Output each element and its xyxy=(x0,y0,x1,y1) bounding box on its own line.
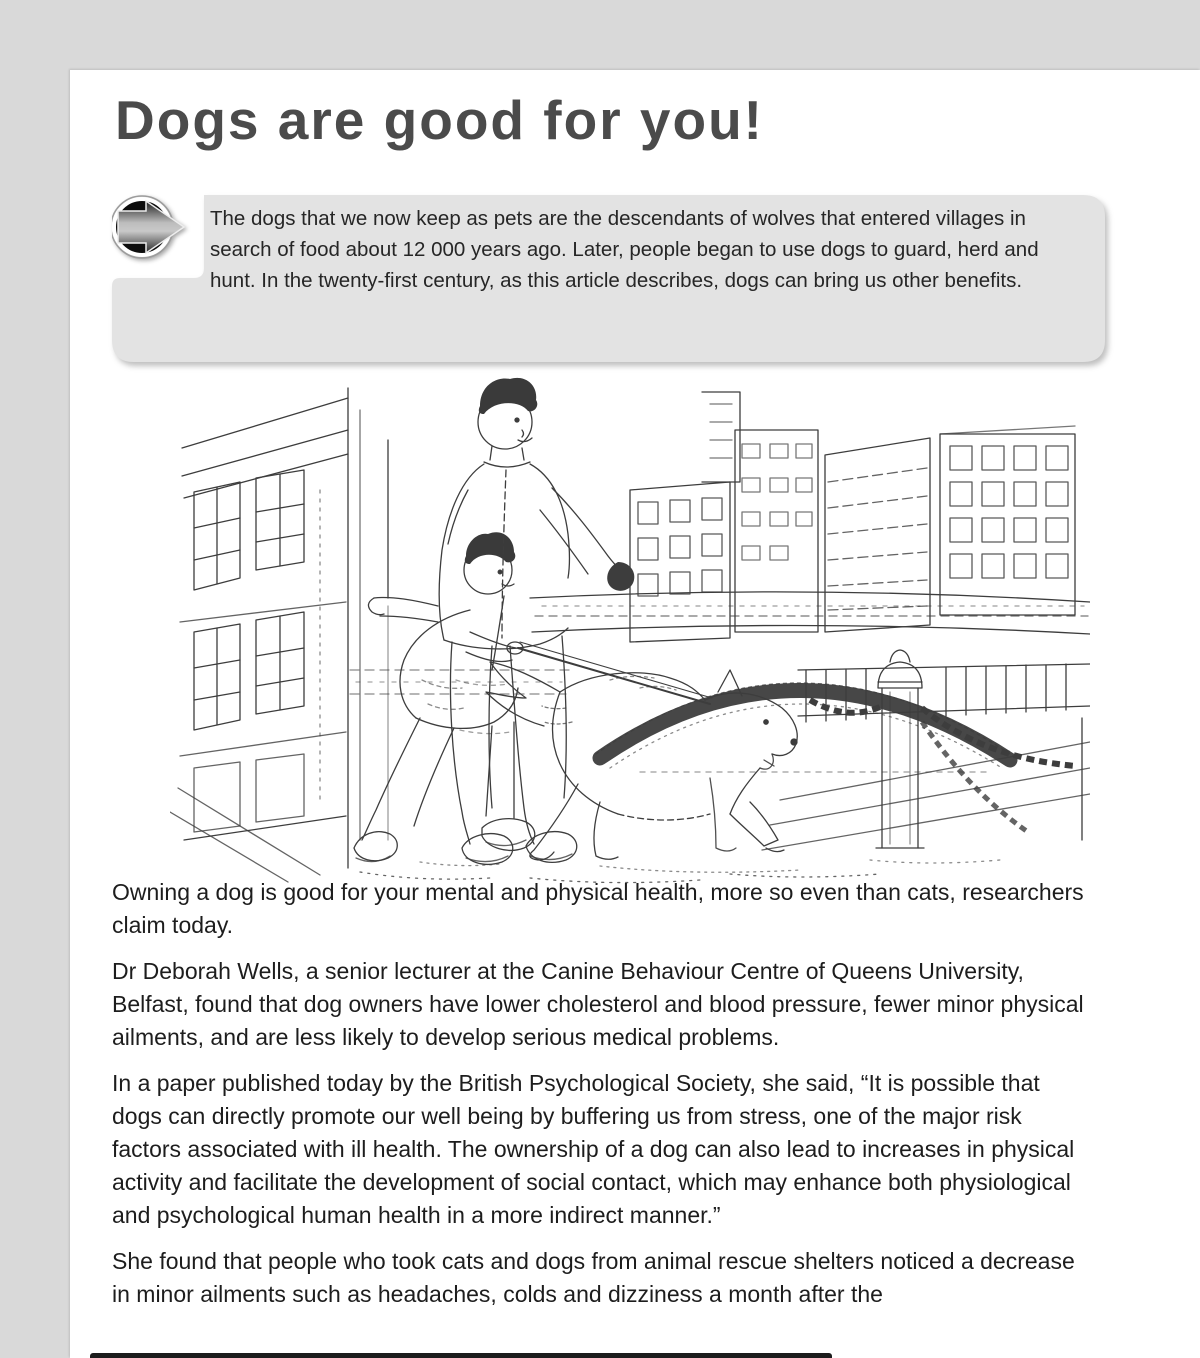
adult-figure xyxy=(439,378,634,864)
dog-figure xyxy=(486,662,797,860)
article-body xyxy=(112,876,1090,1324)
bollard xyxy=(876,650,924,848)
page-title: Dogs are good for you! xyxy=(115,89,764,151)
paragraph-2: Dr Deborah Wells, a senior lecturer at the Canine Behaviour Centre of Queens University, Belfast, found that dog owners have lower cholesterol and blood pressure, fewer minor physical ailments, and are less likely to develop serious medical problems. xyxy=(112,958,1084,1050)
ground xyxy=(170,788,1000,883)
left-building xyxy=(180,388,388,868)
document-page xyxy=(70,70,1200,1358)
city-buildings xyxy=(630,392,1075,642)
canal-railing xyxy=(762,664,1090,850)
dog-leash xyxy=(507,642,712,704)
illustration-dog-walk xyxy=(170,370,1090,885)
bridge-arch xyxy=(350,592,1090,772)
arrow-icon xyxy=(112,188,198,268)
bollard-chain xyxy=(810,700,1076,832)
paragraph-1: Owning a dog is good for your mental and physical health, more so even than cats, researchers claim today. xyxy=(112,879,1084,938)
paragraph-4: She found that people who took cats and dogs from animal rescue shelters noticed a decrease in minor ailments such as headaches, colds and dizziness a month after the xyxy=(112,1248,1075,1307)
child-figure xyxy=(354,532,535,861)
paragraph-3: In a paper published today by the British Psychological Society, she said, “It is possible that dogs can directly promote our well being by buffering us from stress, one of the major risk factors associated with ill health. The ownership of a dog can also lead to increases in physical activity and facilitate the development of social contact, which may enhance both physiological and psychological human health in a more indirect manner.” xyxy=(112,1070,1075,1228)
next-section-edge xyxy=(90,1353,832,1358)
intro-text: The dogs that we now keep as pets are the descendants of wolves that entered villages in search of food about 12 000 years ago. Later, people began to use dogs to guard, herd and hunt. In the twenty-first century, as this article describes, dogs can bring us other benefits. xyxy=(210,207,1039,292)
